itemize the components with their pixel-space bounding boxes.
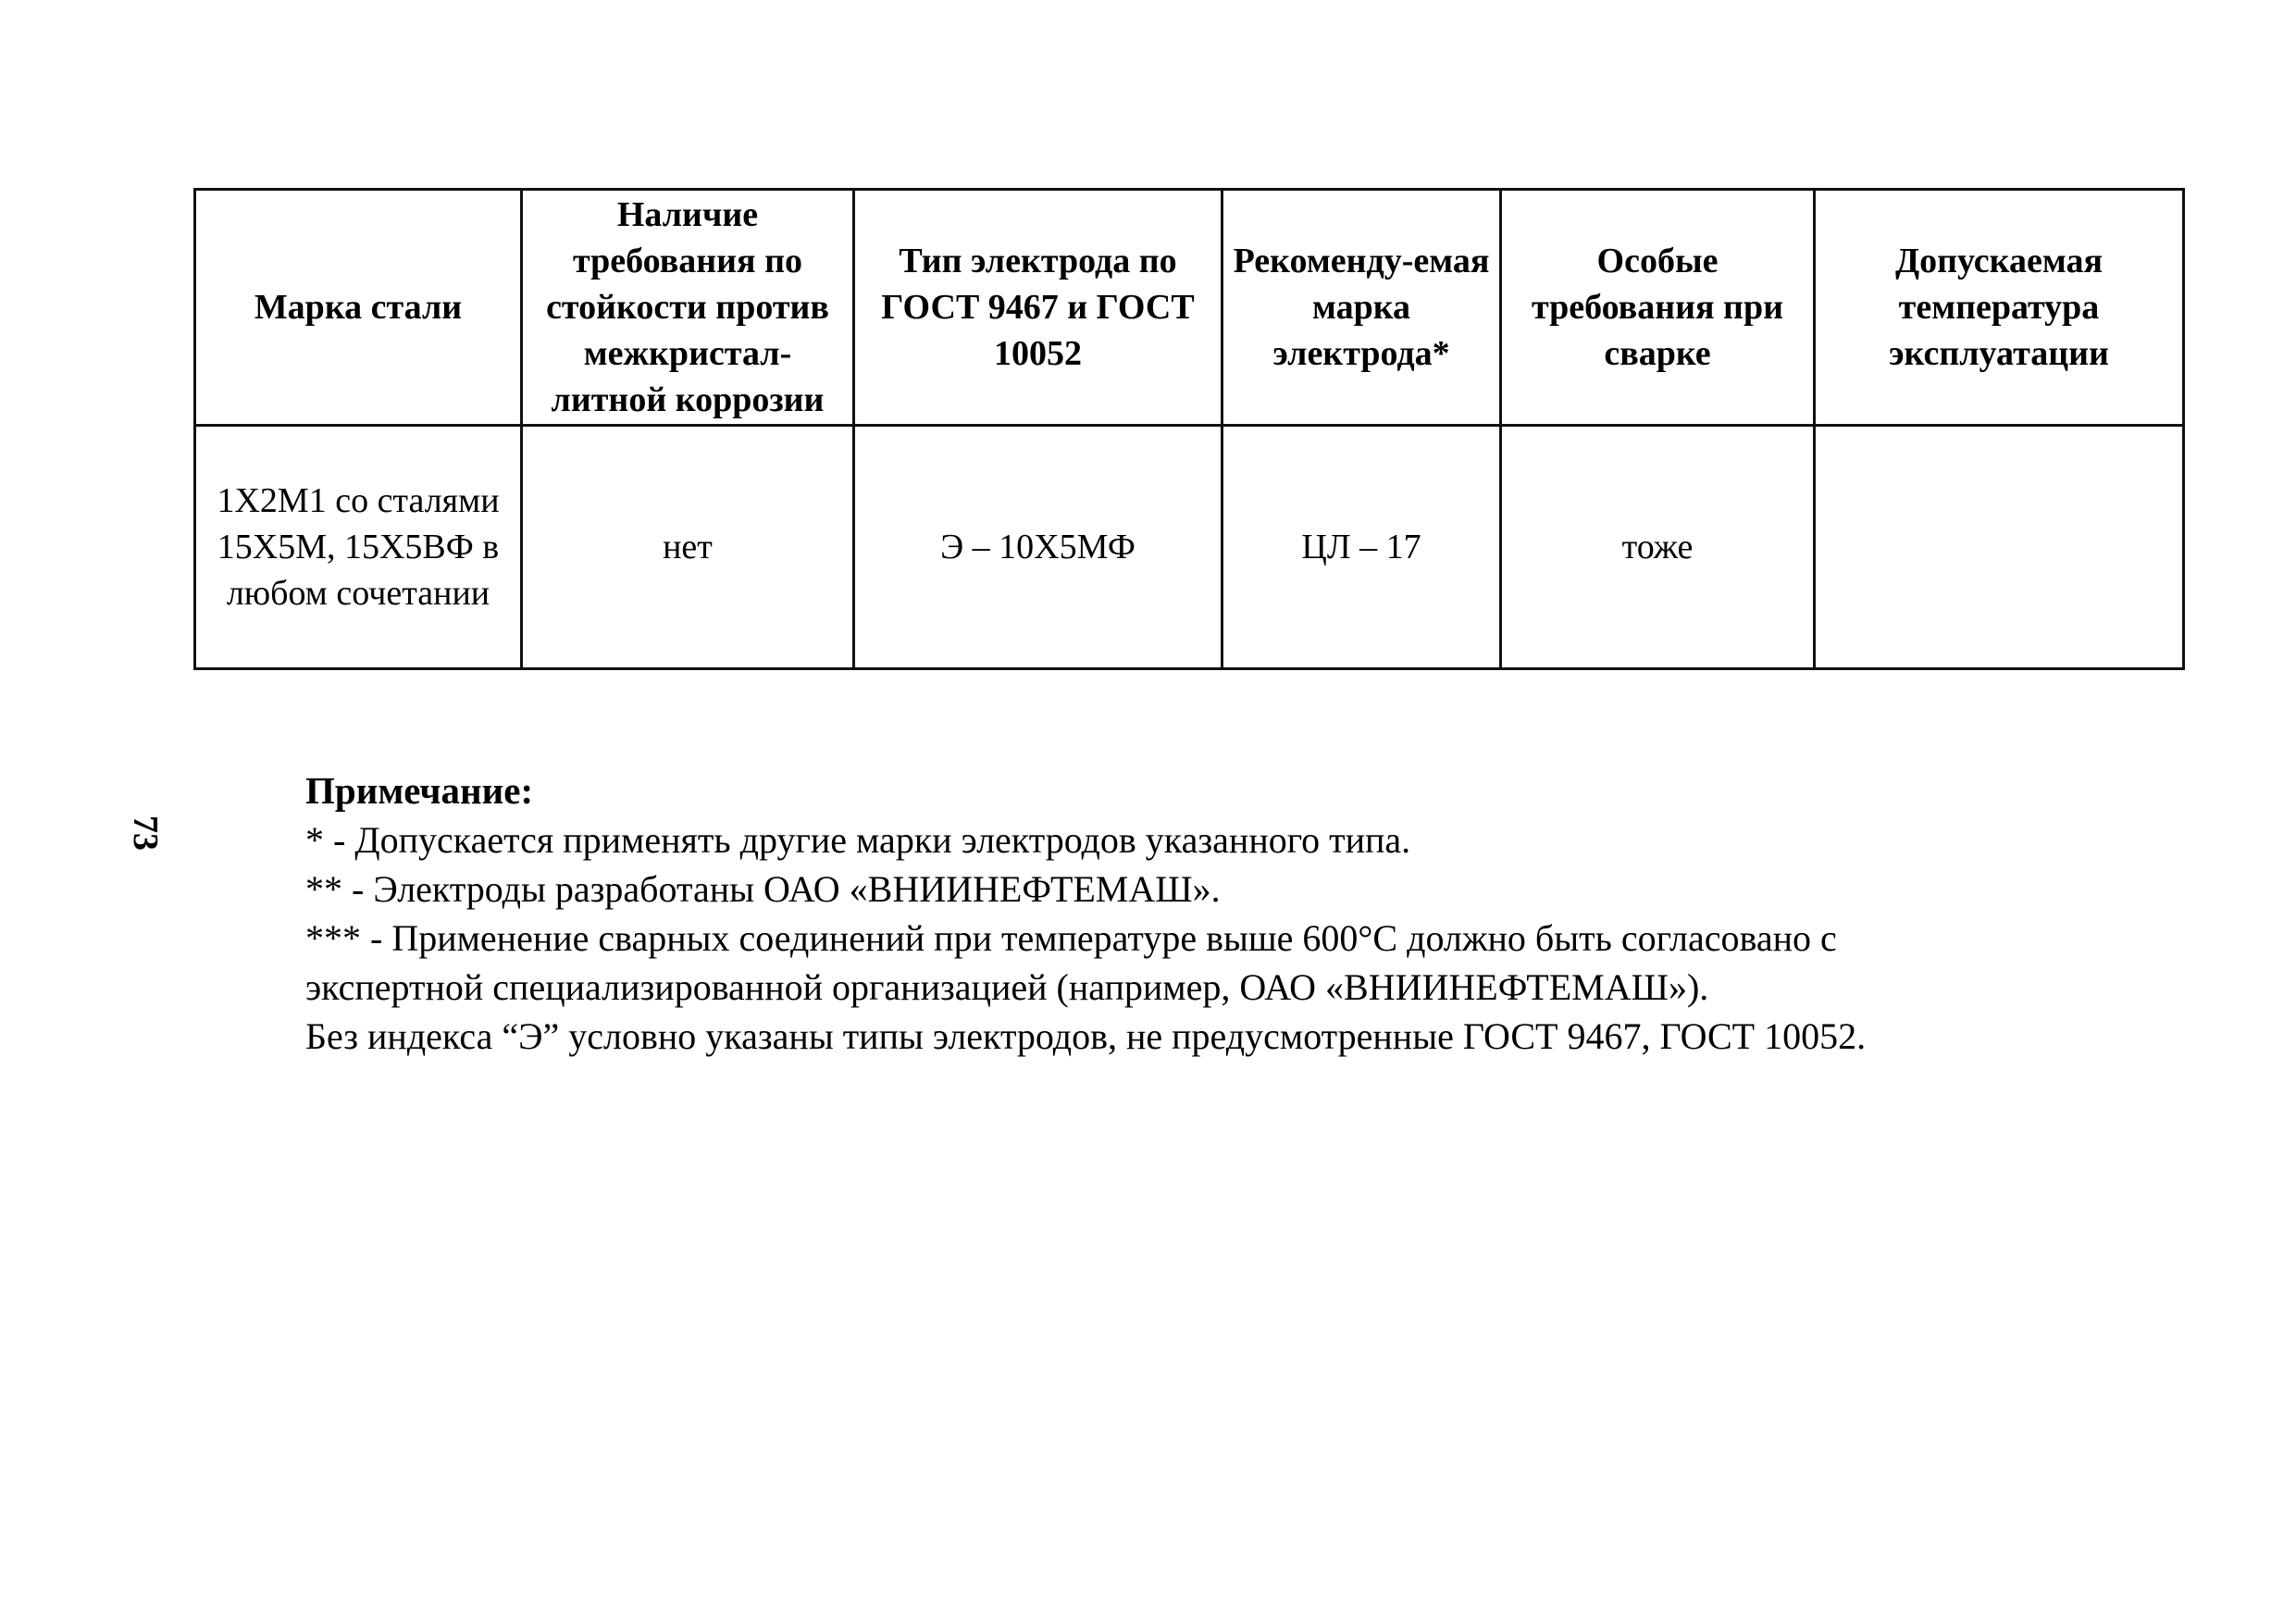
column-header-operating-temperature: Допускаемая температура эксплуатации [1815,190,2184,426]
cell-operating-temperature [1815,426,2184,669]
cell-special-requirements: тоже [1501,426,1815,669]
note-line: ** - Электроды разработаны ОАО «ВНИИНЕФТЕМАШ». [305,868,1221,910]
note-line: * - Допускается применять другие марки электродов указанного типа. [305,819,1411,861]
cell-corrosion-requirement: нет [522,426,854,669]
table-header-row [195,190,2184,426]
note-line: Без индекса “Э” условно указаны типы электродов, не предусмотренные ГОСТ 9467, ГОСТ 10052. [305,1015,1867,1057]
table-row [195,426,2184,669]
note-line: *** - Применение сварных соединений при температуре выше 600°С должно быть согласовано с [305,917,1837,959]
electrode-table [193,188,2185,670]
column-header-electrode-type: Тип электрода по ГОСТ 9467 и ГОСТ 10052 [854,190,1222,426]
notes-title: Примечание: [305,769,534,812]
page-number: 73 [126,815,165,851]
note-line: экспертной специализированной организацией (например, ОАО «ВНИИНЕФТЕМАШ»). [305,966,1709,1008]
notes-section [305,766,1866,1061]
column-header-recommended-electrode: Рекоменду-емая марка электрода* [1222,190,1501,426]
cell-electrode-type: Э – 10Х5МФ [854,426,1222,669]
column-header-steel-grade: Марка стали [195,190,522,426]
column-header-special-requirements: Особые требования при сварке [1501,190,1815,426]
column-header-corrosion-requirement: Наличие требования по стойкости против межкристал-литной коррозии [522,190,854,426]
cell-recommended-electrode: ЦЛ – 17 [1222,426,1501,669]
cell-steel-grade: 1Х2М1 со сталями 15Х5М, 15Х5ВФ в любом сочетании [195,426,522,669]
